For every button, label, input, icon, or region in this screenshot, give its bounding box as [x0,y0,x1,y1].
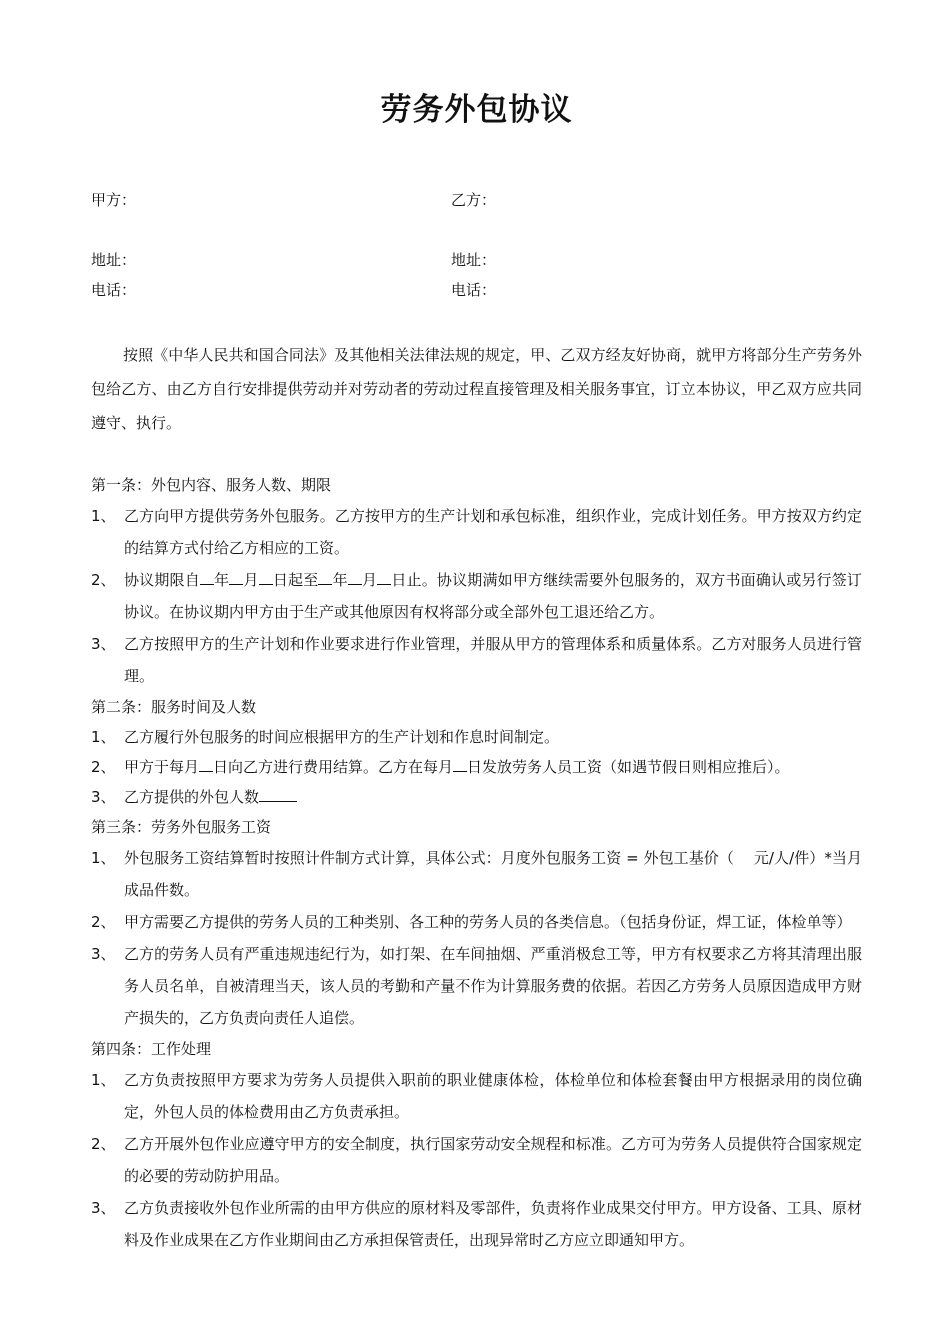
party-a-address: 地址： [91,251,137,269]
item-number: 3、 [91,1199,116,1217]
section-1-item-2 [91,564,862,628]
blank-line [200,567,214,585]
section-2-item-2 [91,752,862,782]
section-2-item-3 [91,782,862,812]
item-number: 1、 [91,507,116,525]
party-a-phone: 电话： [91,281,137,299]
item-number: 1、 [91,728,116,746]
section-4-item-1 [91,1064,862,1128]
item-text: 乙方的劳务人员有严重违规违纪行为，如打架、在车间抽烟、严重消极怠工等，甲方有权要求乙方将其清理出服务人员名单，自被清理当天，该人员的考勤和产量不作为计算服务费的依据。若因乙方劳务人员原因造成甲方财产损失的，乙方负责向责任人追偿。 [124,945,862,1027]
blank-line [348,567,362,585]
item-number: 3、 [91,635,116,653]
item-text: 乙方提供的外包人数 [124,782,862,812]
item-number: 2、 [91,913,116,931]
item-number: 2、 [91,758,116,776]
blank-line [259,567,273,585]
item-text: 乙方负责接收外包作业所需的由甲方供应的原材料及零部件，负责将作业成果交付甲方。甲方设备、工具、原材料及作业成果在乙方作业期间由乙方承担保管责任，出现异常时乙方应立即通知甲方。 [124,1199,862,1249]
item-number: 2、 [91,1135,116,1153]
section-2-title: 第二条：服务时间及人数 [91,698,257,716]
item-text: 乙方负责按照甲方要求为劳务人员提供入职前的职业健康体检，体检单位和体检套餐由甲方根据录用的岗位确定，外包人员的体检费用由乙方负责承担。 [124,1071,862,1121]
section-3-title: 第三条：劳务外包服务工资 [91,818,272,836]
section-4-title: 第四条：工作处理 [91,1040,212,1058]
section-2-item-1 [91,722,862,752]
item-text: 乙方向甲方提供劳务外包服务。乙方按甲方的生产计划和承包标准，组织作业，完成计划任务。甲方按双方约定的结算方式付给乙方相应的工资。 [124,507,862,557]
blank-line [259,784,297,802]
item-number: 3、 [91,945,116,963]
blank-line [318,567,332,585]
document-title: 劳务外包协议 [380,92,573,128]
party-a-label: 甲方： [91,191,137,209]
item-text: 乙方开展外包作业应遵守甲方的安全制度，执行国家劳动安全规程和标准。乙方可为劳务人员提供符合国家规定的必要的劳动防护用品。 [124,1135,862,1185]
blank-line [199,754,213,772]
section-1-title: 第一条：外包内容、服务人数、期限 [91,476,332,494]
section-4-item-2 [91,1128,862,1192]
party-address-row [91,250,862,270]
blank-line [377,567,391,585]
item-number: 2、 [91,571,116,589]
preamble-paragraph: 按照《中华人民共和国合同法》及其他相关法律法规的规定，甲、乙双方经友好协商，就甲方将部分生产劳务外包给乙方、由乙方自行安排提供劳动并对劳动者的劳动过程直接管理及相关服务事宜，订立本协议，甲乙双方应共同遵守、执行。 [91,346,862,432]
item-number: 1、 [91,849,116,867]
item-text: 协议期限自 年 月 日起至 年 月 日止。协议期满如甲方继续需要外包服务的，双方书面确认或另行签订协议。在协议期内甲方由于生产或其他原因有权将部分或全部外包工退还给乙方。 [124,564,862,628]
item-text: 乙方按照甲方的生产计划和作业要求进行作业管理，并服从甲方的管理体系和质量体系。乙方对服务人员进行管理。 [124,635,862,685]
blank-line [453,754,467,772]
party-name-row [91,190,862,210]
item-number: 1、 [91,1071,116,1089]
party-b-address: 地址： [451,251,497,269]
party-b-phone: 电话： [451,281,497,299]
section-1-item-1 [91,500,862,564]
item-number: 3、 [91,788,116,806]
blank-line [229,567,243,585]
item-text: 乙方履行外包服务的时间应根据甲方的生产计划和作息时间制定。 [124,728,560,746]
party-b-label: 乙方： [451,191,497,209]
section-4-item-3 [91,1192,862,1256]
item-text: 甲方需要乙方提供的劳务人员的工种类别、各工种的劳务人员的各类信息。（包括身份证，焊工证，体检单等） [124,913,852,931]
item-text: 外包服务工资结算暂时按照计件制方式计算，具体公式：月度外包服务工资 = 外包工基价（ 元/人/件）*当月成品件数。 [124,849,862,899]
section-3-item-2 [91,906,862,938]
section-1-item-3 [91,628,862,692]
section-3-item-3 [91,938,862,1034]
section-3-item-1 [91,842,862,906]
party-phone-row [91,280,862,300]
item-text: 甲方于每月 日向乙方进行费用结算。乙方在每月 日发放劳务人员工资（如遇节假日则相应推后）。 [124,752,862,782]
